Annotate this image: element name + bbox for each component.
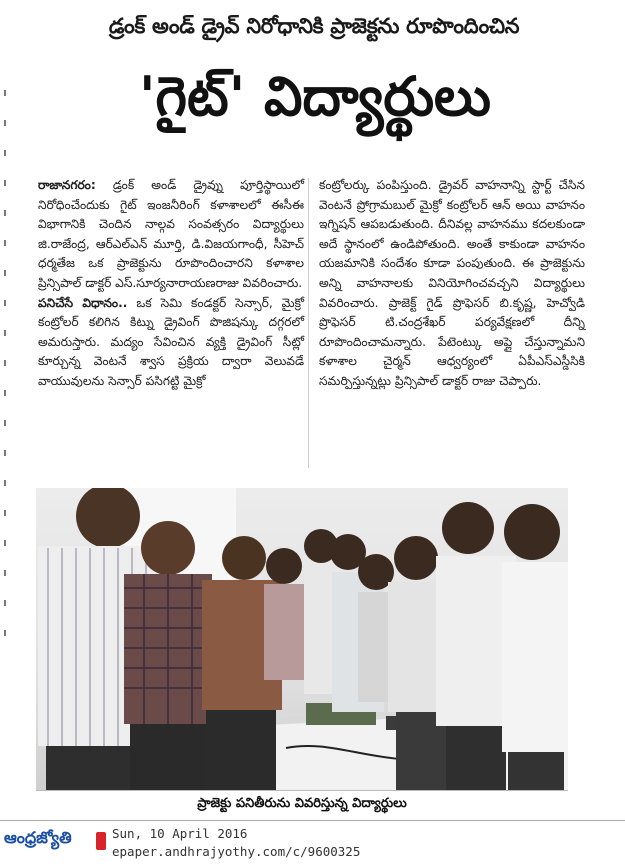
epaper-url[interactable]: epaper.andhrajyothy.com/c/9600325 xyxy=(112,844,361,859)
article-column-right xyxy=(319,176,585,392)
publication-logo xyxy=(4,828,104,854)
page-edge-rule xyxy=(4,90,6,650)
students-demo-illustration xyxy=(36,488,568,790)
kicker-headline: డ్రంక్ అండ్ డ్రైవ్ నిరోధానికి ప్రాజెక్టను రూపొందించిన xyxy=(108,14,520,38)
column-divider xyxy=(308,178,309,468)
paragraph-1-text: డ్రంక్ అండ్ డ్రైవ్ను పూర్తిస్థాయిలో నిరోధించేందుకు గైట్ ఇంజనీరింగ్ కళాశాలలో ఈసీఈ విభాగానికి చెందిన నాల్గవ సంవత్సరం విద్యార్థులు జి.రాజేంద్ర, ఆర్ఎల్ఎన్ మూర్తి, డి.విజయగాంధీ, సీహెచ్ ధర్మతేజ ఒక ప్రాజెక్టును రూపొందించారని కళాశాల ప్రిన్సిపాల్ డాక్టర్ ఎస్.సూర్యనారాయణరాజు వివరించారు. xyxy=(38,178,304,290)
footer-rule xyxy=(0,820,625,821)
subheading: పనిచేసే విధానం.. xyxy=(38,295,128,310)
logo-text: ఆంధ్రజ్యోతి xyxy=(4,828,72,847)
paragraph-2-text: ఒక సెమి కండక్టర్ సెన్సార్, మైక్రో కంట్రోలర్ కలిగిన కిట్ను డ్రైవింగ్ పొజిషన్కు దగ్గరలో అమరుస్తారు. మద్యం సేవించిన వ్యక్తి డ్రైవింగ్ సీట్లో కూర్చున్న వెంటనే శ్వాస ప్రక్రియ ద్వారా వెలువడే వాయువులను సెన్సార్ పసిగట్టి మైక్రో xyxy=(38,295,304,388)
photo-caption: ప్రాజెక్టు పనితీరును వివరిస్తున్న విద్యార్థులు xyxy=(36,790,568,817)
main-headline: 'గైట్' విద్యార్థులు xyxy=(139,65,491,128)
paragraph-2 xyxy=(38,294,304,392)
dateline: రాజానగరం: xyxy=(38,178,96,192)
paragraph-3: కంట్రోలర్కు పంపిస్తుంది. డ్రైవర్ వాహనాన్ని స్టార్ట్ చేసిన వెంటనే ప్రోగ్రామబుల్ మైక్రో కంట్రోలర్ ఆన్ అయి వాహనం ఇగ్నిషన్ ఆపబడుతుంది. దీనివల్ల వాహనము కదలకుండా అదే స్థానంలో ఉండిపోతుంది. అంతే కాకుండా వాహనం యజమానికి సందేశం కూడా పంపుతుంది. ఈ ప్రాజెక్టును అన్ని వాహనాలకు వినియోగించవచ్చని విద్యార్థులు వివరించారు. ప్రాజెక్ట్ గైడ్ ప్రొఫెసర్ బి.కృష్ణ, హెచ్వోడి ప్రొఫెసర్ టి.చంద్రశేఖర్ పర్యవేక్షణలో దీన్ని రూపొందించామన్నారు. పేటెంట్కు అప్లై చేస్తున్నామని కళాశాల చైర్మన్ ఆధ్వర్యంలో ఏపీఎస్ఎస్డీసికి సమర్పిస్తున్నట్లు ప్రిన్సిపాల్ డాక్టర్ రాజు చెప్పారు. xyxy=(319,178,585,388)
news-photo xyxy=(36,488,568,790)
article-column-left xyxy=(38,176,304,392)
logo-mark-icon xyxy=(96,832,106,850)
publication-date: Sun, 10 April 2016 xyxy=(112,826,248,841)
paragraph-1 xyxy=(38,176,304,294)
